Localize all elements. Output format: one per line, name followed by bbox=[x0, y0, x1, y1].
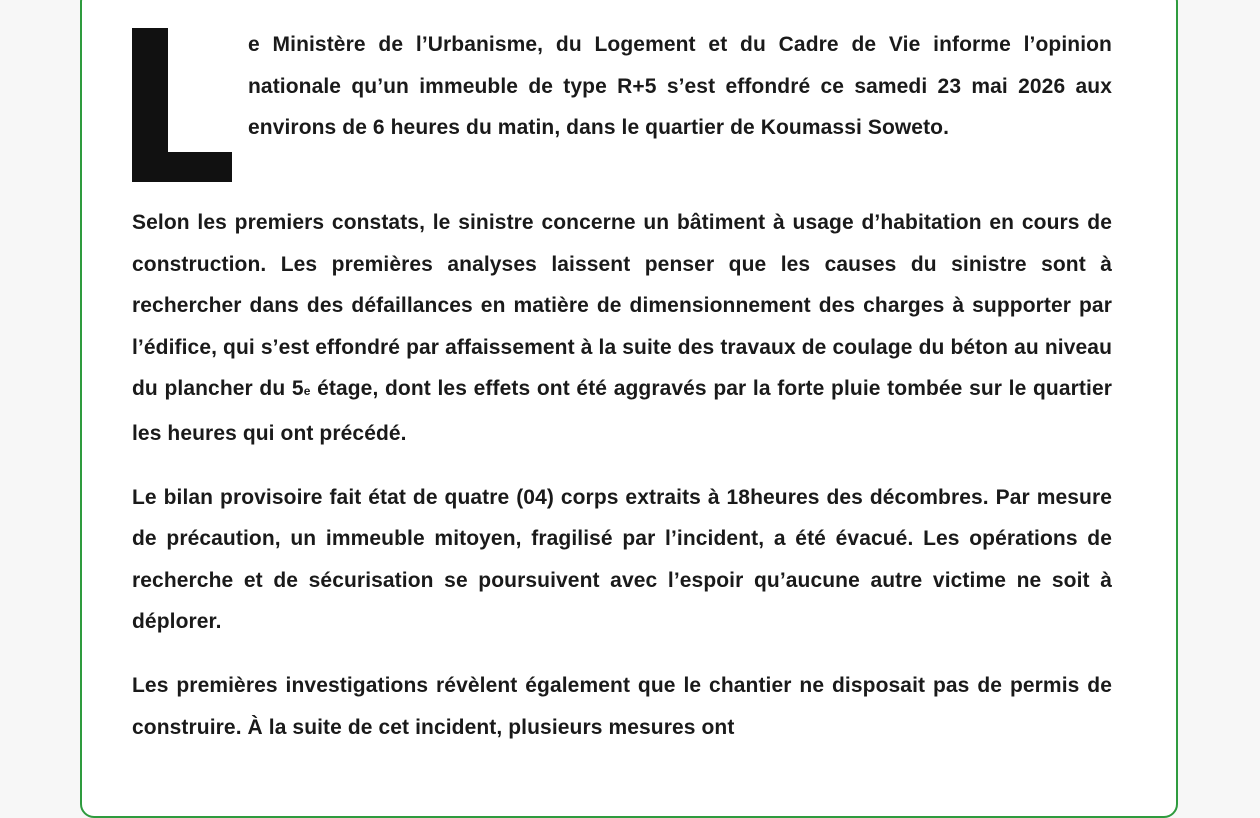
paragraph-findings bbox=[132, 202, 1112, 455]
paragraph-intro-text: e Ministère de l’Urbanisme, du Logement et du Cadre de Vie informe l’opinion nationale qu’un immeuble de type R+5 s’est effondré ce samedi 23 mai 2026 aux environs de 6 heures du matin, dans le quartier de Koumassi Soweto. bbox=[248, 33, 1112, 139]
floor-ordinal-suffix: e bbox=[303, 384, 311, 399]
paragraph-investigation: Les premières investigations révèlent également que le chantier ne disposait pas de permis de construire. À la suite de cet incident, plusieurs mesures ont bbox=[132, 673, 1112, 739]
paragraph-intro bbox=[132, 24, 1112, 182]
paragraph-toll: Le bilan provisoire fait état de quatre (04) corps extraits à 18heures des décombres. Par mesure de précaution, un immeuble mitoyen, fragilisé par l’incident, a été évacué. Les opérations de recherche et de sécurisation se poursuivent avec l’espoir qu’aucune autre victime ne soit à déplorer. bbox=[132, 485, 1112, 634]
dropcap-foot bbox=[132, 152, 232, 182]
communique-body bbox=[132, 24, 1112, 748]
paragraph-findings-text-b: étage, dont les effets ont été aggravés par la forte pluie tombée sur le quartier les heures qui ont précédé. bbox=[132, 377, 1112, 445]
dropcap-glyph bbox=[132, 28, 133, 29]
dropcap-letter bbox=[132, 28, 234, 182]
paragraph-findings-text-a: Selon les premiers constats, le sinistre concerne un bâtiment à usage d’habitation en cours de construction. Les premières analyses laissent penser que les causes du sinistre sont à rechercher dans des défaillances en matière de dimensionnement des charges à supporter par l’édifice, qui s’est effondré par affaissement à la suite des travaux de coulage du béton au niveau du plancher du 5 bbox=[132, 211, 1112, 401]
